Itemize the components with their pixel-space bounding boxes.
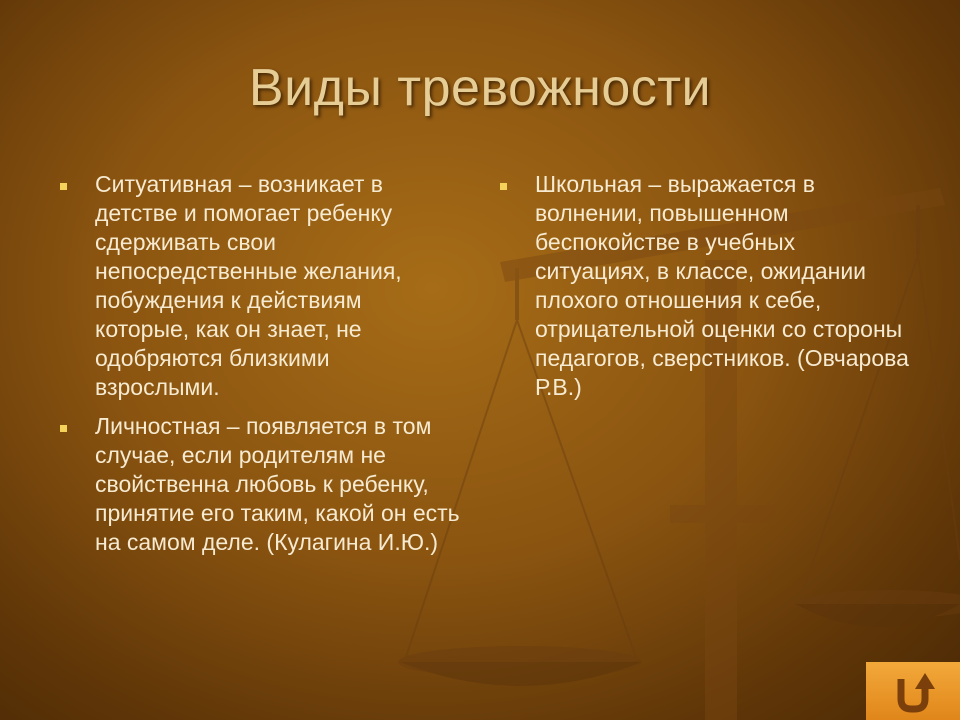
square-bullet-icon: [60, 425, 67, 432]
return-button[interactable]: [866, 662, 960, 720]
square-bullet-icon: [500, 183, 507, 190]
list-item-text: Школьная – выражается в волнении, повышенном беспокойстве в учебных ситуациях, в классе, ожидании плохого отношения к себе, отрицательной оценки со стороны педагогов, сверстников. (Овчарова Р.В.): [535, 171, 909, 400]
square-bullet-icon: [60, 183, 67, 190]
list-item: [500, 170, 910, 402]
right-bullet-list: [500, 170, 910, 412]
return-arrow-icon: [891, 669, 935, 713]
left-bullet-list: [60, 170, 460, 567]
list-item-text: Личностная – появляется в том случае, если родителям не свойственна любовь к ребенку, принятие его таким, какой он есть на самом деле. (Кулагина И.Ю.): [95, 413, 460, 555]
list-item: [60, 412, 460, 557]
list-item: [60, 170, 460, 402]
slide-title: Виды тревожности: [248, 59, 712, 117]
list-item-text: Ситуативная – возникает в детстве и помогает ребенку сдерживать свои непосредственные желания, побуждения к действиям которые, как он знает, не одобряются близкими взрослыми.: [95, 171, 402, 400]
